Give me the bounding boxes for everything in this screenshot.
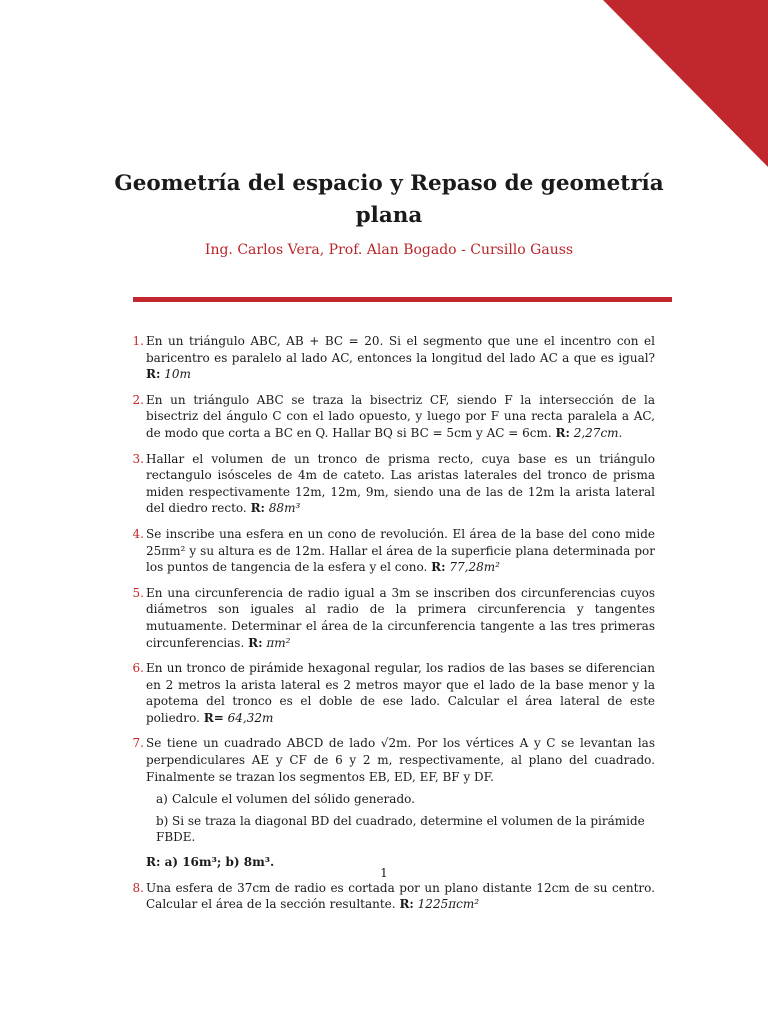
subitem (156, 791, 655, 808)
answer-value: 88m³ (268, 501, 301, 516)
problem-item (132, 660, 655, 726)
answer-value: 64,32m (227, 710, 274, 725)
problem-number: 1. (132, 334, 144, 348)
page-number: 1 (380, 866, 388, 880)
problem-item (132, 451, 655, 517)
answer-label: R= (203, 710, 224, 725)
problem-text: En un triángulo ABC, AB + BC = 20. Si el segmento que une el incentro con el baricentro es paralelo al lado AC, entonces la longitud del lado AC a que es igual? (146, 334, 655, 365)
problem-number: 3. (132, 451, 144, 466)
answer-label: R: (431, 560, 446, 575)
problem-item (132, 585, 655, 651)
problem-text: En una circunferencia de radio igual a 3m se inscriben dos circunferencias cuyos diámetros son iguales al radio de la primera circunferencia y tangentes mutuamente. Determinar el área de la circunferencia tangente a las tres primeras circunferencias. (146, 585, 655, 650)
problem-number: 2. (132, 392, 144, 407)
problem-item (132, 333, 655, 383)
problem-text: En un tronco de pirámide hexagonal regular, los radios de las bases se diferencian en 2 metros la arista lateral es 2 metros mayor que el lado de la base menor y la apotema del tronco es el doble de ese lado. Calcular el área lateral de este poliedro. (146, 661, 655, 725)
answer-value: 1225πcm² (417, 897, 480, 912)
final-answer: R: a) 16m³; b) 8m³. (146, 855, 275, 870)
answer-label: R: (555, 425, 570, 440)
subitem-marker: a) (156, 792, 168, 807)
red-corner-triangle (0, 0, 768, 170)
document-title: Geometría del espacio y Repaso de geometría plana (114, 171, 664, 228)
problem-item (132, 526, 655, 576)
answer-label: R: (399, 897, 414, 912)
problem-number: 6. (132, 661, 144, 676)
problem-text: Una esfera de 37cm de radio es cortada por un plano distante 12cm de su centro. Calcular el área de la sección resultante. (146, 880, 655, 912)
problem-item (132, 735, 655, 870)
answer-label: R: (146, 367, 161, 382)
problem-number: 7. (132, 736, 144, 751)
problem-text: En un triángulo ABC se traza la bisectriz CF, siendo F la intersección de la bisectriz del ángulo C con el lado opuesto, y luego por F una recta paralela a AC, de modo que corta a BC en Q. Hallar BQ si BC = 5cm y AC = 6cm. (146, 392, 655, 440)
problem-text: Hallar el volumen de un tronco de prisma recto, cuya base es un triángulo rectangulo isósceles de 4m de cateto. Las aristas laterales del tronco de prisma miden respectivamente 12m, 12m, 9m, siendo una de las de 12m la arista lateral del diedro recto. (146, 451, 655, 516)
subitem-text: Si se traza la diagonal BD del cuadrado, determine el volumen de la pirámide FBDE. (156, 813, 645, 845)
problem-item (132, 392, 655, 442)
answer-value: πm² (266, 635, 291, 650)
answer-value: 10m (164, 367, 191, 382)
answer-label: R: (250, 501, 265, 516)
problem-item (132, 880, 655, 913)
title-rule (133, 297, 672, 302)
problem-number: 8. (132, 880, 144, 895)
problem-text: Se inscribe una esfera en un cono de revolución. El área de la base del cono mide 25πm² y su altura es de 12m. Hallar el área de la superficie plana determinada por los puntos de tangencia de la esfera y el cono. (146, 526, 655, 575)
problem-list (132, 333, 655, 922)
subitem-list (156, 791, 655, 846)
problem-text: Se tiene un cuadrado ABCD de lado √2m. Por los vértices A y C se levantan las perpendiculares AE y CF de 6 y 2 m, respectivamente, al plano del cuadrado. Finalmente se trazan los segmentos EB, ED, EF, BF y DF. (146, 736, 655, 784)
problem-number: 5. (132, 585, 144, 600)
answer-value: 77,28m² (449, 560, 500, 575)
subitem (156, 813, 655, 846)
subitem-text: Calcule el volumen del sólido generado. (172, 792, 415, 807)
problem-number: 4. (132, 526, 144, 541)
subitem-marker: b) (156, 813, 169, 828)
authors-line: Ing. Carlos Vera, Prof. Alan Bogado - Cursillo Gauss (204, 242, 574, 258)
answer-value: 2,27cm. (573, 425, 623, 440)
answer-label: R: (248, 635, 263, 650)
